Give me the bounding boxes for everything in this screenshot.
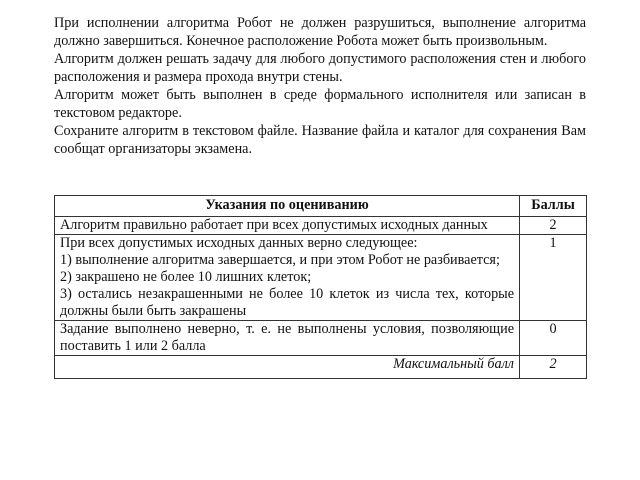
grading-table bbox=[54, 195, 587, 379]
max-score-label: Максимальный балл bbox=[55, 356, 520, 379]
max-score-row bbox=[55, 356, 587, 379]
intro-paragraph-4: Сохраните алгоритм в текстовом файле. Название файла и каталог для сохранения Вам сообщат организаторы экзамена. bbox=[54, 123, 586, 157]
criterion-cell: Алгоритм правильно работает при всех допустимых исходных данных bbox=[55, 217, 520, 235]
score-cell: 2 bbox=[520, 217, 587, 235]
intro-paragraph-1: При исполнении алгоритма Робот не должен разрушиться, выполнение алгоритма должно завершиться. Конечное расположение Робота может быть произвольным. bbox=[54, 15, 586, 49]
criterion-cell bbox=[55, 235, 520, 321]
task-text bbox=[54, 14, 586, 158]
header-criteria: Указания по оцениванию bbox=[55, 196, 520, 217]
table-header-row bbox=[55, 196, 587, 217]
criterion-line: 1) выполнение алгоритма завершается, и при этом Робот не разбивается; bbox=[60, 252, 500, 268]
criterion-line: 3) остались незакрашенными не более 10 клеток из числа тех, которые должны были быть закрашены bbox=[60, 286, 514, 319]
criterion-line: При всех допустимых исходных данных верно следующее: bbox=[60, 235, 418, 251]
table-row bbox=[55, 217, 587, 235]
intro-paragraph-2: Алгоритм должен решать задачу для любого допустимого расположения стен и любого расположения и размера прохода внутри стены. bbox=[54, 51, 586, 85]
intro-paragraph-3: Алгоритм может быть выполнен в среде формального исполнителя или записан в текстовом редакторе. bbox=[54, 87, 586, 121]
table-row bbox=[55, 235, 587, 321]
score-cell: 0 bbox=[520, 321, 587, 356]
max-score-value: 2 bbox=[520, 356, 587, 379]
criterion-cell: Задание выполнено неверно, т. е. не выполнены условия, позволяющие поставить 1 или 2 балла bbox=[55, 321, 520, 356]
header-score: Баллы bbox=[520, 196, 587, 217]
score-cell: 1 bbox=[520, 235, 587, 321]
table-row bbox=[55, 321, 587, 356]
criterion-line: 2) закрашено не более 10 лишних клеток; bbox=[60, 269, 312, 285]
